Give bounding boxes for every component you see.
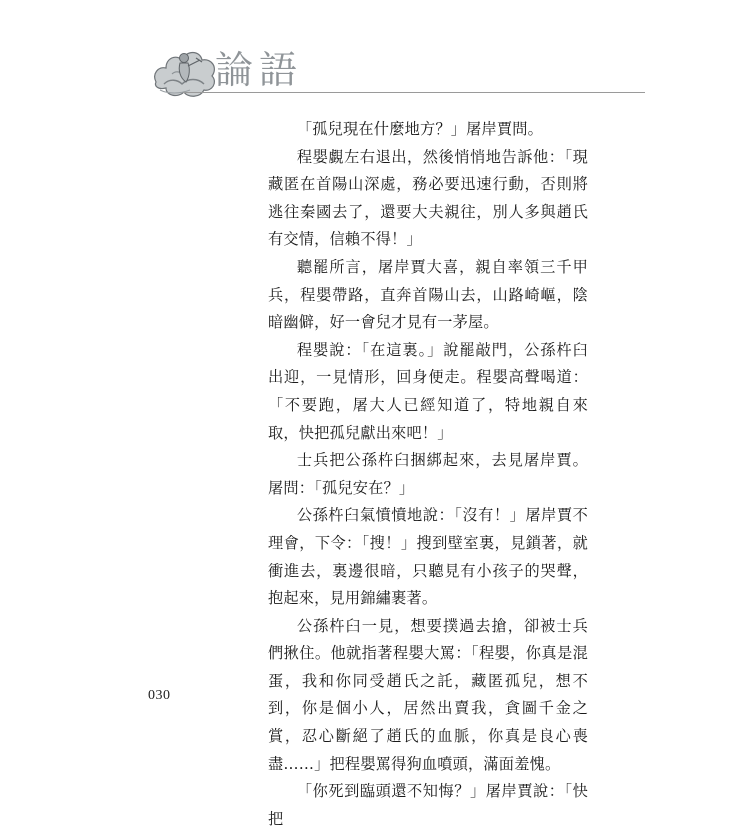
paragraph: 公孫杵臼氣憤憤地說：「沒有！」屠岸賈不理會，下令：「搜！」搜到壁室裏，見鎖著，就衝進去，裏邊很暗，只聽見有小孩子的哭聲，抱起來，見用錦繡裹著。 [268,506,588,608]
page-header [0,0,750,110]
book-title: 論語 [215,48,304,92]
page-number: 030 [148,688,171,703]
paragraph: 士兵把公孫杵臼捆綁起來，去見屠岸賈。屠問：「孤兒安在？」 [268,451,588,497]
paragraph: 「孤兒現在什麼地方？」屠岸賈問。 [296,120,544,138]
header-divider [183,92,645,93]
paragraph: 程嬰覷左右退出，然後悄悄地告訴他：「現藏匿在首陽山深處，務必要迅速行動，否則將逃往秦國去了，還要大夫親往，別人多與趙氏有交情，信賴不得！」 [268,147,588,249]
main-text [268,116,588,833]
paragraph: 程嬰說：「在這裏。」說罷敲門，公孫杵臼出迎，一見情形，回身便走。程嬰高聲喝道：「不要跑，屠大人已經知道了，特地親自來取，快把孤兒獻出來吧！」 [268,340,588,442]
paragraph: 「你死到臨頭還不知悔？」屠岸賈說：「快把 [268,782,588,828]
paragraph: 聽罷所言，屠岸賈大喜，親自率領三千甲兵，程嬰帶路，直奔首陽山去，山路崎嶇，陰暗幽僻，好一會兒才見有一茅屋。 [268,257,588,332]
paragraph: 公孫杵臼一見，想要撲過去搶，卻被士兵們揪住。他就指著程嬰大罵：「程嬰，你真是混蛋，我和你同受趙氏之託，藏匿孤兒，想不到，你是個小人，居然出賣我，貪圖千金之賞，忍心斷絕了趙氏的血脈，你真是良心喪盡……」把程嬰罵得狗血噴頭，滿面羞愧。 [268,616,588,773]
cloud-figure-icon [150,38,220,100]
